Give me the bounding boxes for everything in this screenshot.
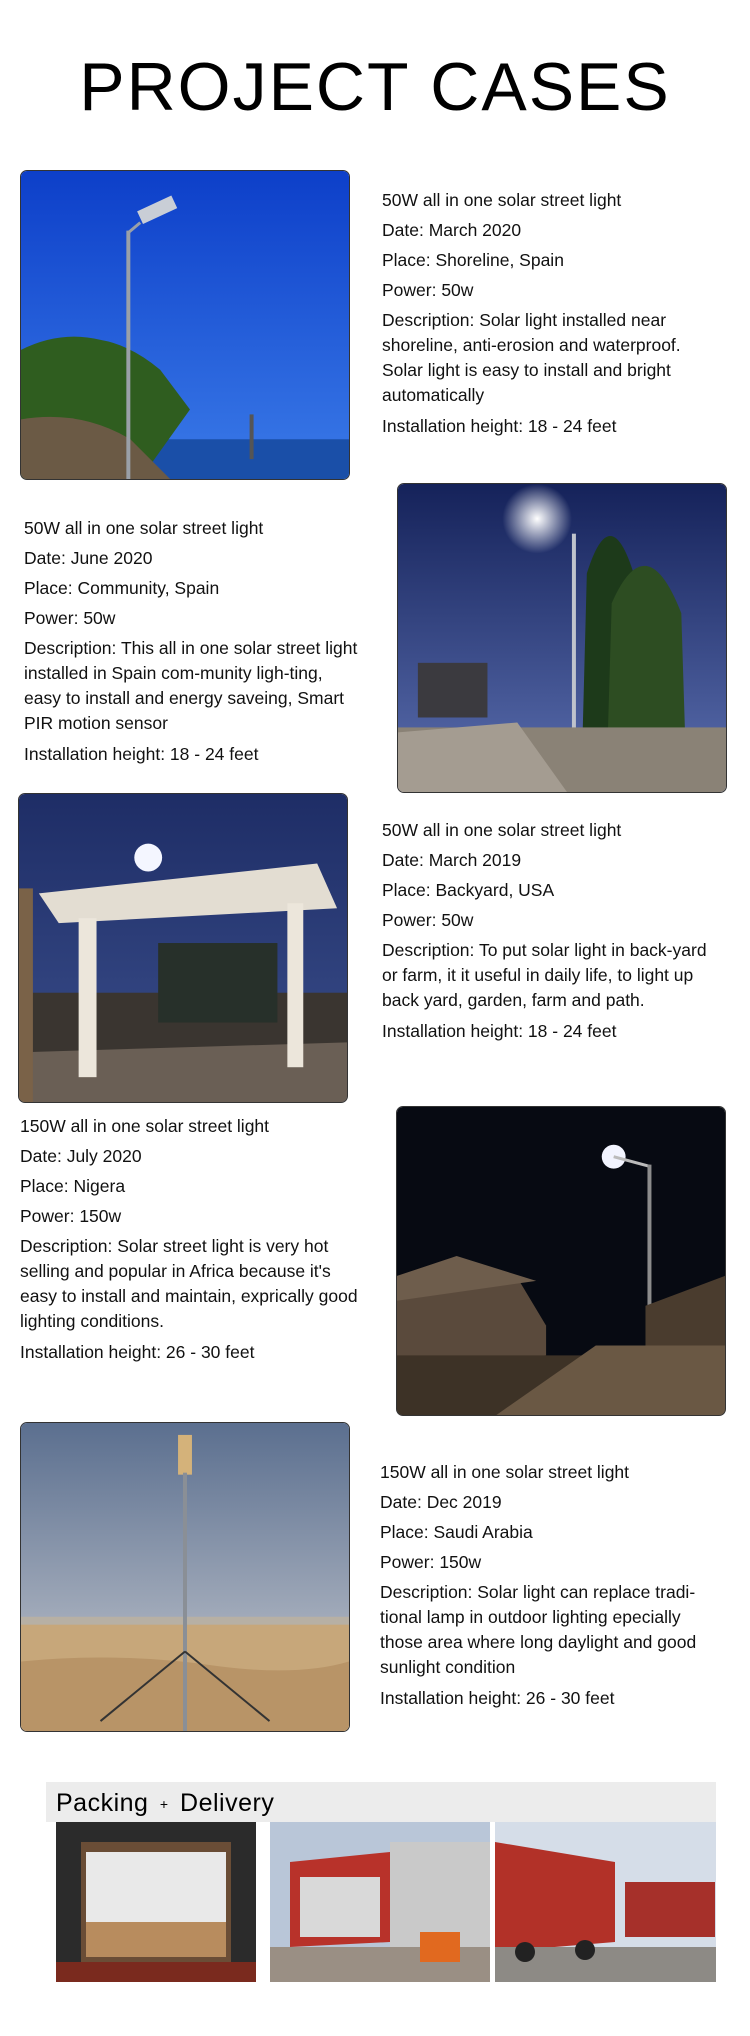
case-3-photo xyxy=(18,793,348,1103)
case-1-photo xyxy=(20,170,350,480)
case-date: Date: June 2020 xyxy=(24,548,153,568)
case-height: Installation height: 26 - 30 feet xyxy=(20,1342,255,1362)
case-place: Place: Saudi Arabia xyxy=(380,1522,533,1542)
case-height: Installation height: 18 - 24 feet xyxy=(382,416,617,436)
case-description: Description: Solar light can replace tradi-tional lamp in outdoor lighting epecially those area where long daylight and good sunlight condition xyxy=(380,1582,697,1677)
case-description: Description: Solar street light is very hot selling and popular in Africa because it's easy to install and maintain, exprically good lighting conditions. xyxy=(20,1236,358,1331)
case-power: Power: 50w xyxy=(24,608,116,628)
case-1-info xyxy=(382,188,722,444)
case-4-info xyxy=(20,1114,360,1370)
case-date: Date: March 2019 xyxy=(382,850,522,870)
case-height: Installation height: 18 - 24 feet xyxy=(382,1021,617,1041)
case-power: Power: 150w xyxy=(380,1552,482,1572)
packing-delivery-header xyxy=(46,1782,716,1822)
case-2-info xyxy=(24,516,364,772)
case-name: 50W all in one solar street light xyxy=(24,518,264,538)
case-name: 50W all in one solar street light xyxy=(382,190,622,210)
case-5-photo xyxy=(20,1422,350,1732)
case-place: Place: Nigera xyxy=(20,1176,126,1196)
packing-photo-3 xyxy=(495,1822,716,1982)
case-date: Date: March 2020 xyxy=(382,220,522,240)
case-name: 150W all in one solar street light xyxy=(20,1116,270,1136)
case-place: Place: Shoreline, Spain xyxy=(382,250,564,270)
case-name: 150W all in one solar street light xyxy=(380,1462,630,1482)
packing-photo-2 xyxy=(270,1822,490,1982)
case-2-photo xyxy=(397,483,727,793)
packing-delivery-title xyxy=(56,1789,274,1818)
case-date: Date: Dec 2019 xyxy=(380,1492,502,1512)
case-description: Description: This all in one solar street light installed in Spain com-munity ligh-ting, easy to install and energy saveing, Smart PIR motion sensor xyxy=(24,638,358,733)
case-date: Date: July 2020 xyxy=(20,1146,142,1166)
plus-symbol: + xyxy=(159,1796,169,1813)
case-height: Installation height: 26 - 30 feet xyxy=(380,1688,615,1708)
case-power: Power: 50w xyxy=(382,910,474,930)
packing-photo-1 xyxy=(46,1822,266,1982)
case-5-info xyxy=(380,1460,720,1716)
case-place: Place: Backyard, USA xyxy=(382,880,555,900)
case-3-info xyxy=(382,818,722,1049)
case-height: Installation height: 18 - 24 feet xyxy=(24,744,259,764)
case-4-photo xyxy=(396,1106,726,1416)
case-name: 50W all in one solar street light xyxy=(382,820,622,840)
packing-label: Packing xyxy=(56,1789,149,1817)
case-description: Description: To put solar light in back-yard or farm, it it useful in daily life, to light up back yard, garden, farm and path. xyxy=(382,940,707,1010)
case-place: Place: Community, Spain xyxy=(24,578,220,598)
case-power: Power: 150w xyxy=(20,1206,122,1226)
page-title: PROJECT CASES xyxy=(79,49,671,125)
case-description: Description: Solar light installed near shoreline, anti-erosion and waterproof. Solar light is easy to install and bright automatically xyxy=(382,310,681,405)
case-power: Power: 50w xyxy=(382,280,474,300)
delivery-label: Delivery xyxy=(180,1789,275,1817)
